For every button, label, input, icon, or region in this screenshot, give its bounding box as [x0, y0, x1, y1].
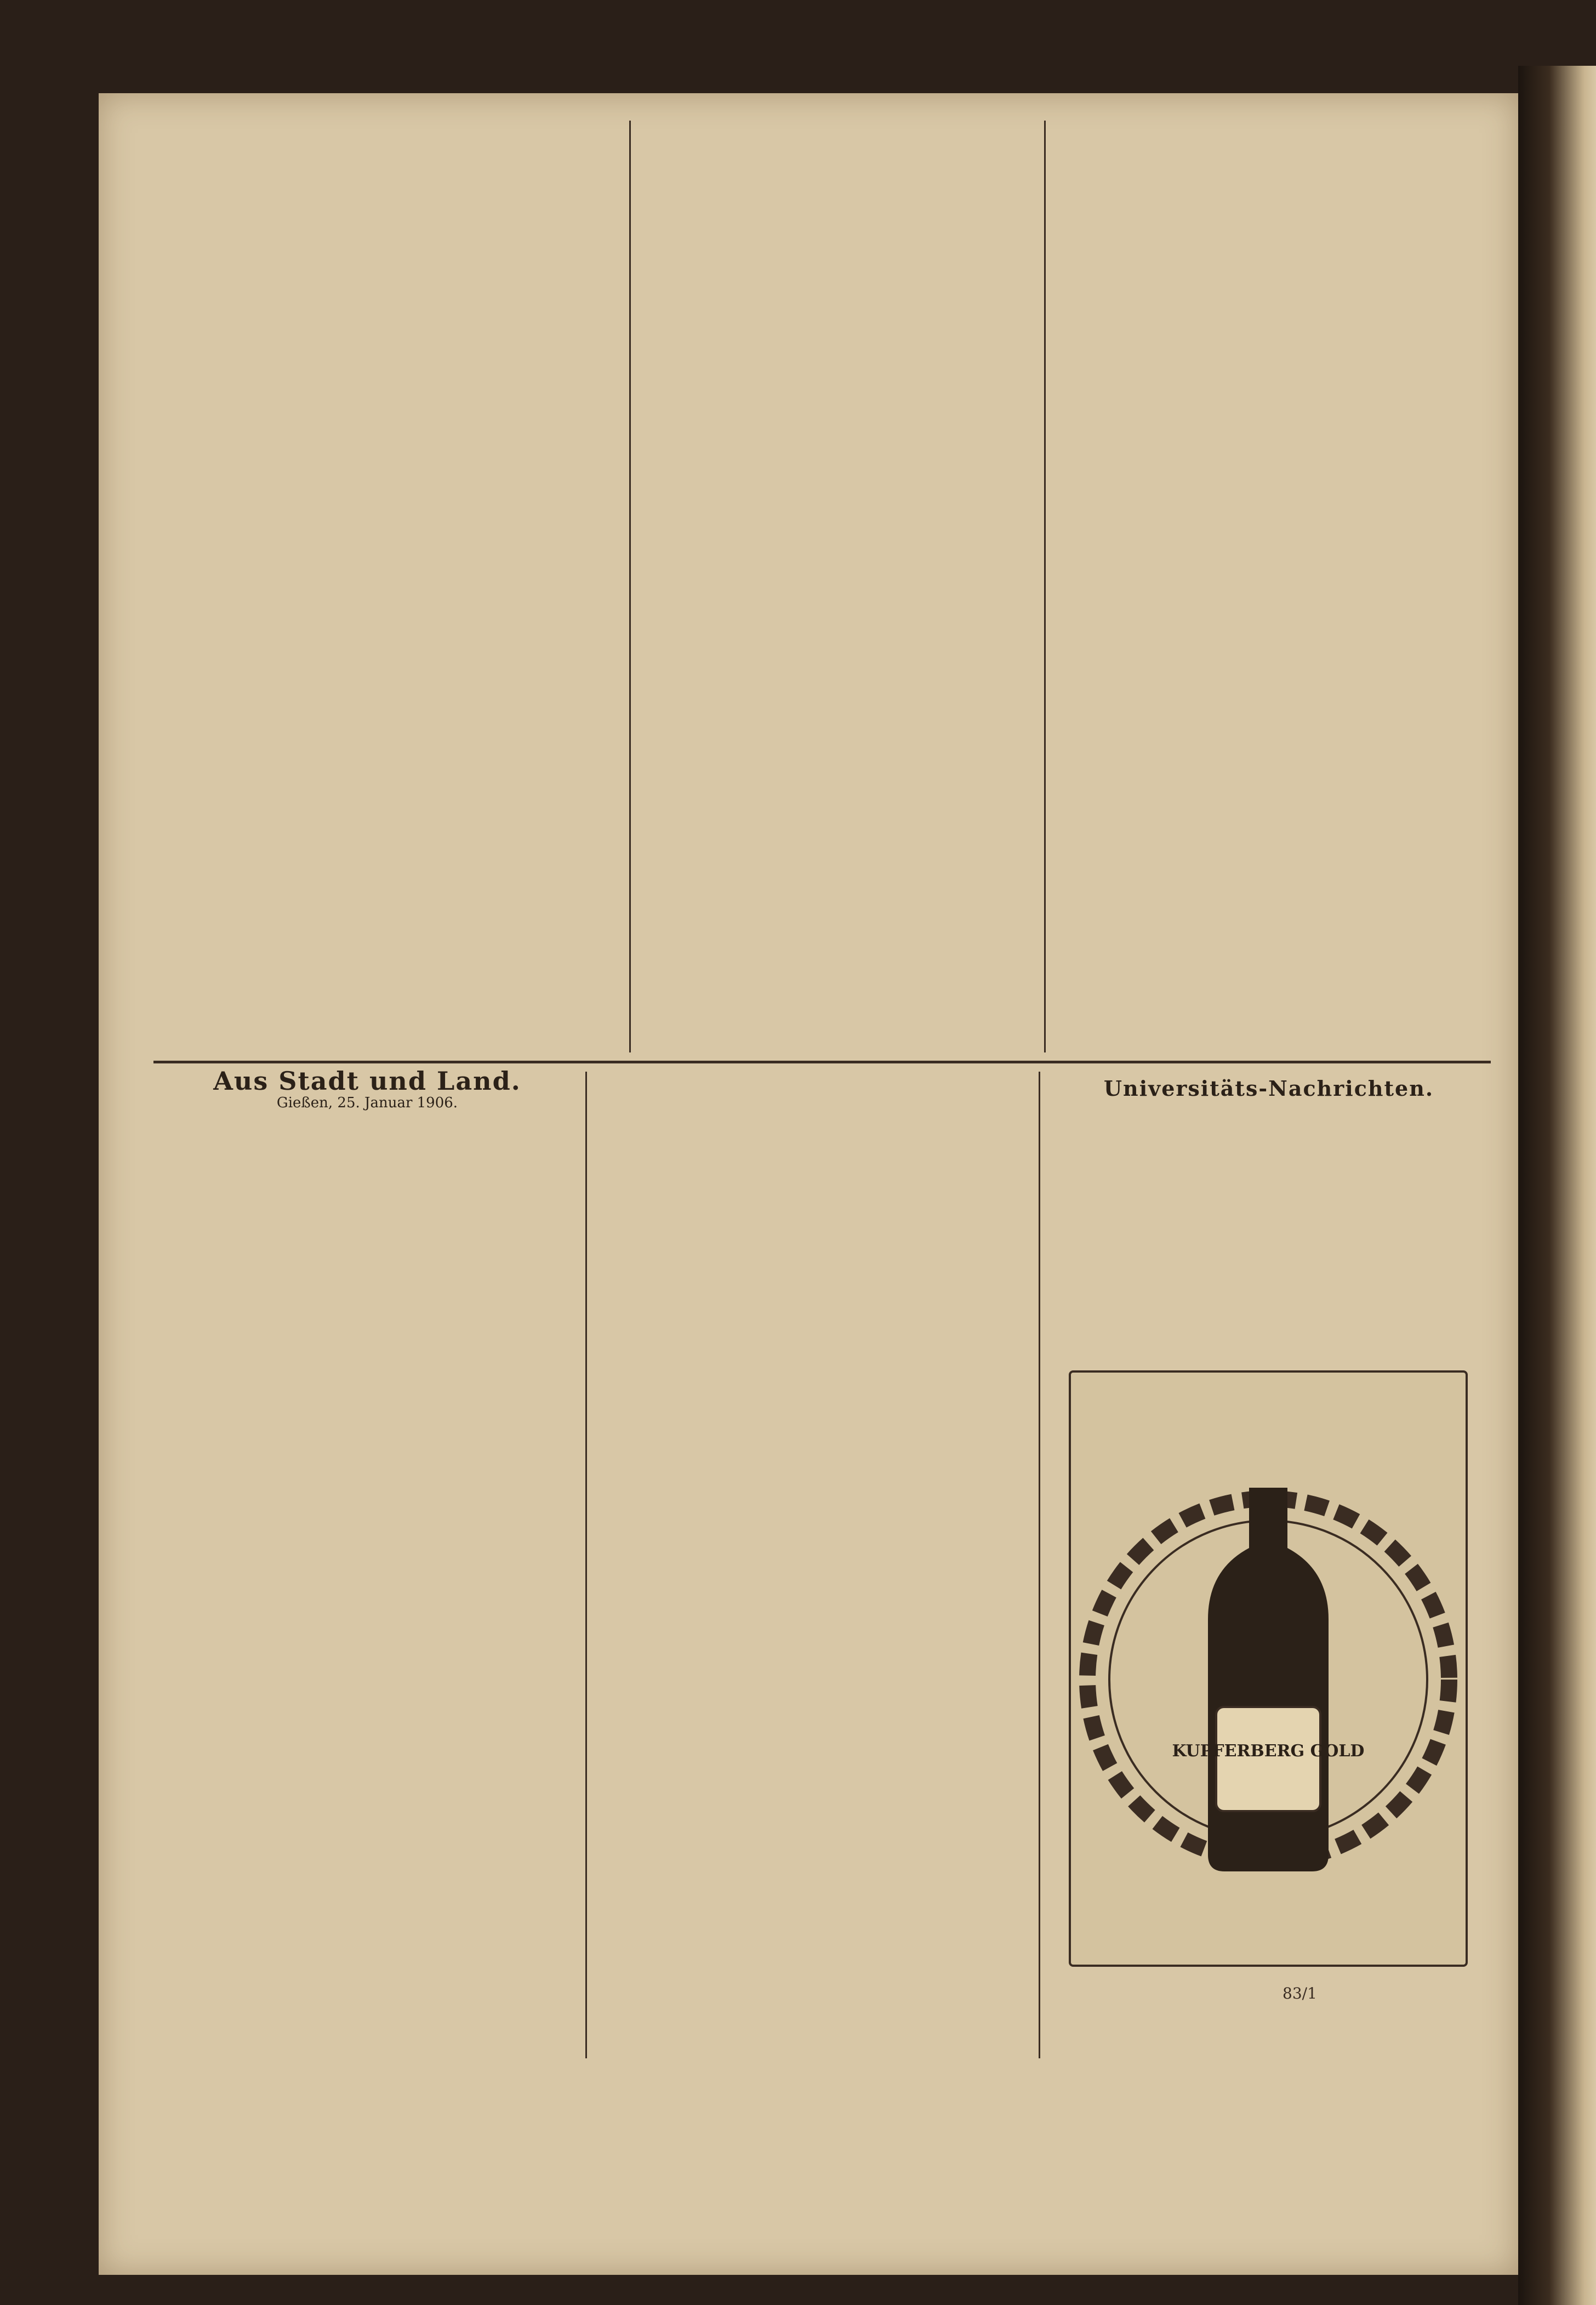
column-rule	[1039, 1072, 1040, 2058]
section-heading: Aus Stadt und Land.	[213, 1066, 521, 1096]
top-column-2	[639, 121, 1041, 1052]
dateline: Gießen, 25. Januar 1906.	[276, 1095, 458, 1111]
column-rule	[1044, 121, 1046, 1052]
champagne-bottle-icon	[1071, 1373, 1466, 1965]
section-divider	[153, 1061, 1491, 1063]
column-rule	[585, 1072, 587, 2058]
column-rule	[629, 121, 631, 1052]
top-column-1	[153, 121, 625, 1052]
kupferberg-advertisement	[1069, 1370, 1468, 1967]
lower-column-3	[1047, 1072, 1491, 1357]
lower-column-2	[595, 1072, 1033, 2058]
ad-caption: 83/1	[1283, 1984, 1317, 2002]
lower-column-1	[153, 1066, 581, 2058]
university-news-heading: Universitäts-Nachrichten.	[1103, 1076, 1434, 1101]
top-column-3	[1052, 121, 1491, 1052]
ad-brand-text: KUPFERBERG GOLD	[1172, 1741, 1365, 1761]
binding-gutter	[1518, 66, 1596, 2305]
